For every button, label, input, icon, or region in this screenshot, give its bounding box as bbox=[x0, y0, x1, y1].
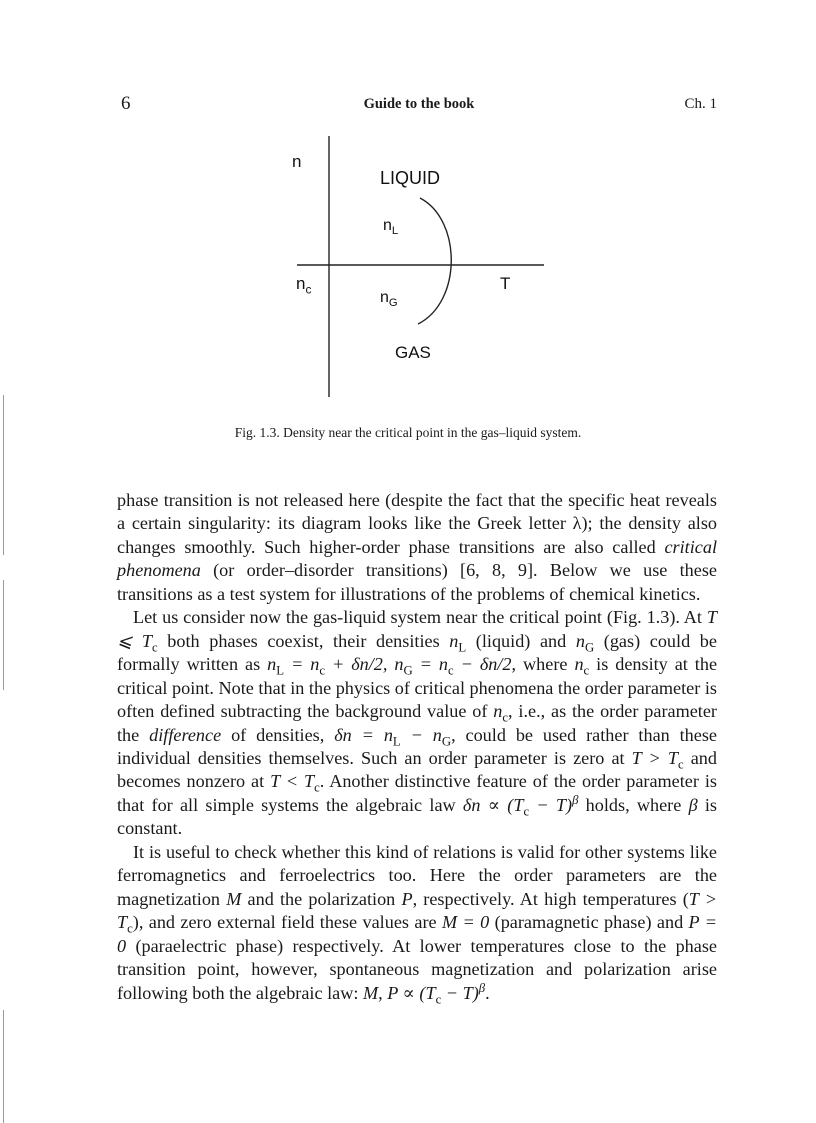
paragraph-3 bbox=[117, 841, 717, 1005]
subscript: L bbox=[458, 640, 467, 655]
text-run: , respectively. At high temperatures ( bbox=[412, 888, 689, 909]
y-axis-label: n bbox=[292, 152, 302, 171]
math-run: M, P ∝ (T bbox=[362, 982, 436, 1003]
math-run: n bbox=[493, 701, 503, 722]
figure-1-3 bbox=[0, 0, 816, 440]
critical-density-subscript: c bbox=[305, 282, 312, 297]
math-run: − T) bbox=[529, 794, 573, 815]
subscript: L bbox=[392, 734, 401, 749]
math-run: = n bbox=[284, 654, 320, 675]
critical-density-label bbox=[296, 274, 312, 297]
math-run: M bbox=[226, 888, 242, 909]
text-run: (or order–disorder transitions) [6, 8, 9]. Below we use these transitions as a test system for illustrations of the problems of chemical kinetics. bbox=[117, 560, 717, 604]
subscript: c bbox=[314, 781, 320, 796]
math-run: T ⩽ T bbox=[117, 607, 717, 651]
text-run: (liquid) and bbox=[466, 630, 576, 651]
subscript: c bbox=[447, 663, 454, 678]
subscript: c bbox=[319, 663, 325, 678]
text-run: It is useful to check whether this kind of relations is valid for other systems like ferromagnetics and ferroelectrics too. Here the order parameters are the magnetization bbox=[117, 841, 717, 909]
gas-density-symbol: n bbox=[380, 289, 389, 306]
subscript: c bbox=[502, 710, 508, 725]
math-run: n bbox=[574, 654, 584, 675]
math-run: T < T bbox=[270, 771, 315, 792]
subscript: c bbox=[127, 921, 133, 936]
text-run: , where bbox=[511, 654, 575, 675]
math-run: − T) bbox=[441, 982, 479, 1003]
text-run: and the polarization bbox=[241, 888, 402, 909]
critical-density-symbol: n bbox=[296, 274, 306, 293]
subscript: c bbox=[151, 640, 158, 655]
body-text bbox=[117, 489, 717, 1005]
math-run: T > T bbox=[631, 747, 678, 768]
paragraph-1 bbox=[117, 489, 717, 606]
subscript: c bbox=[583, 663, 590, 678]
x-axis-label: T bbox=[500, 274, 511, 293]
emphasis: critical phenomena bbox=[117, 536, 717, 581]
text-run: both phases coexist, their densities bbox=[157, 630, 450, 651]
math-run: + δn/2, n bbox=[325, 654, 404, 675]
text-run: (paramagnetic phase) and bbox=[489, 912, 689, 933]
liquid-density-subscript: L bbox=[391, 225, 399, 238]
gas-density-subscript: G bbox=[388, 297, 398, 310]
text-run: (paraelectric phase) respectively. At lower temperatures close to the phase transition point, however, spontaneous magnetization and polarization arise following both the algebraic law: bbox=[117, 935, 717, 1003]
text-run: , could be used rather than these individual densities themselves. Such an order parameter is zero at bbox=[117, 724, 717, 768]
paragraph-2 bbox=[117, 606, 717, 841]
liquid-density-label bbox=[383, 217, 399, 238]
subscript: L bbox=[276, 663, 285, 678]
superscript: β bbox=[478, 980, 486, 995]
gas-density-label bbox=[380, 289, 398, 310]
subscript: c bbox=[678, 757, 684, 772]
superscript: β bbox=[572, 792, 579, 807]
running-title: Guide to the book bbox=[363, 96, 475, 112]
math-run: − δn/2 bbox=[453, 654, 512, 675]
text-run: and becomes nonzero at bbox=[117, 747, 717, 792]
math-run: n bbox=[449, 630, 459, 651]
emphasis: difference bbox=[149, 724, 222, 745]
subscript: G bbox=[441, 734, 452, 749]
math-run: P = 0 bbox=[117, 912, 717, 956]
text-run: is constant. bbox=[117, 794, 718, 839]
gas-region-label: GAS bbox=[395, 343, 431, 362]
text-run: . bbox=[485, 982, 490, 1003]
page-number: 6 bbox=[121, 93, 131, 114]
liquid-region-label: LIQUID bbox=[380, 168, 441, 188]
math-run: δn ∝ (T bbox=[462, 794, 524, 815]
math-run: n bbox=[575, 630, 585, 651]
math-run: − n bbox=[400, 724, 442, 745]
coexistence-curve bbox=[418, 198, 451, 324]
subscript: c bbox=[435, 992, 442, 1007]
math-run: = n bbox=[412, 654, 448, 675]
phase-diagram bbox=[0, 0, 816, 440]
math-run: δn = n bbox=[334, 724, 393, 745]
liquid-density-symbol: n bbox=[383, 217, 392, 234]
math-run: P bbox=[401, 888, 413, 909]
chapter-label: Ch. 1 bbox=[684, 96, 717, 112]
subscript: c bbox=[523, 804, 530, 819]
subscript: G bbox=[403, 663, 413, 678]
text-run: phase transition is not released here (despite the fact that the specific heat reveals a certain singularity: its diagram looks like the Greek letter λ); the density also changes smoothly. Such higher-order phase transitions are also called bbox=[117, 490, 717, 557]
text-run: . Another distinctive feature of the order parameter is that for all simple systems the algebraic law bbox=[117, 771, 717, 815]
text-run: holds, where bbox=[578, 794, 689, 815]
figure-caption: Fig. 1.3. Density near the critical point in the gas–liquid system. bbox=[234, 425, 582, 440]
text-run: ), and zero external field these values are bbox=[132, 912, 442, 933]
scan-edge-line bbox=[3, 1010, 4, 1123]
text-run: of densities, bbox=[221, 724, 335, 745]
text-run: Let us consider now the gas-liquid system near the critical point (Fig. 1.3). At bbox=[133, 607, 707, 628]
math-run: n bbox=[267, 654, 277, 675]
subscript: G bbox=[584, 640, 595, 655]
text-run: (gas) could be formally written as bbox=[117, 630, 717, 675]
text-run: , i.e., as the order parameter the bbox=[117, 701, 717, 745]
text-run: is density at the critical point. Note that in the physics of critical phenomena the order parameter is often defined subtracting the background value of bbox=[117, 654, 718, 722]
scan-edge-line bbox=[3, 580, 4, 690]
math-run: β bbox=[688, 794, 698, 815]
math-run: M = 0 bbox=[441, 912, 490, 933]
math-run: T > T bbox=[117, 888, 718, 933]
